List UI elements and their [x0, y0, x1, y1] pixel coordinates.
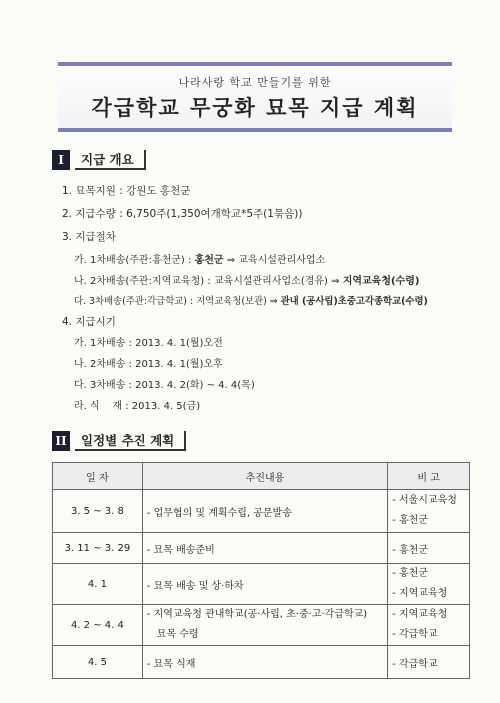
section-1-number: I — [52, 150, 70, 170]
row-content: - 업무협의 및 계획수립, 공문발송 — [142, 490, 387, 533]
timing-step-a: 가. 1차배송 : 2013. 4. 1(월)오전 — [74, 338, 223, 349]
timing-step-d: 라. 식 재 : 2013. 4. 5(금) — [74, 401, 201, 412]
section-1-title: 지급 개요 — [75, 150, 146, 170]
procedure-c-prefix: 다. 3차배송(주관:각급학교) : 지역교육청(보관) ⇒ — [74, 296, 278, 307]
procedure-a-bold: 홍천군 — [194, 255, 224, 266]
row-content: - 묘목 배송준비 — [142, 533, 387, 564]
note-line: - 서울시교육청 — [392, 495, 457, 506]
row-date: 4. 1 — [53, 564, 143, 605]
row-date: 3. 5 ~ 3. 8 — [53, 490, 143, 533]
column-header-notes: 비 고 — [388, 463, 470, 490]
table-row — [53, 605, 470, 646]
note-line: - 각급학교 — [392, 629, 438, 640]
procedure-step-b — [74, 272, 419, 287]
item-procedure: 3. 지급절차 — [62, 231, 116, 243]
row-date: 3. 11 ~ 3. 29 — [53, 533, 143, 564]
section-2-title: 일정별 추진 계획 — [75, 431, 186, 451]
row-date: 4. 2 ~ 4. 4 — [53, 605, 143, 646]
row-date: 4. 5 — [53, 646, 143, 679]
table-header-row — [53, 463, 470, 490]
note-line: - 지역교육청 — [392, 588, 448, 599]
timing-step-b: 나. 2차배송 : 2013. 4. 1(월)오후 — [74, 359, 223, 370]
row-content — [142, 605, 387, 646]
column-header-date: 일 자 — [53, 463, 143, 490]
support-value: 강원도 홍천군 — [126, 185, 191, 197]
support-label: 1. 묘목지원 : — [62, 185, 123, 197]
title-box — [58, 62, 452, 132]
schedule-table — [52, 462, 470, 679]
row-notes — [388, 490, 470, 533]
item-support — [62, 183, 190, 198]
procedure-b-bold: 지역교육청(수령) — [342, 276, 420, 287]
table-row — [53, 646, 470, 679]
procedure-c-bold: 관내 (공사립)초중고각종학교(수령) — [280, 296, 428, 307]
section-2-header — [52, 431, 186, 451]
note-line: - 홍천군 — [392, 515, 428, 526]
row-notes: - 홍천군 — [388, 533, 470, 564]
procedure-b-prefix: 나. 2차배송(주관:지역교육청) : 교육시설관리사업소(경유) ⇒ — [74, 276, 340, 287]
note-line: - 홍천군 — [392, 568, 428, 579]
section-2-number: II — [52, 431, 70, 451]
timing-step-c: 다. 3차배송 : 2013. 4. 2(화) ~ 4. 4(목) — [74, 380, 255, 391]
note-line: - 지역교육청 — [392, 609, 448, 620]
row-content: - 묘목 식재 — [142, 646, 387, 679]
quantity-value: 6,750주(1,350여개학교*5주(1묶음)) — [126, 208, 303, 220]
table-row — [53, 490, 470, 533]
table-row — [53, 533, 470, 564]
item-timing: 4. 지급시기 — [62, 316, 116, 328]
row-notes — [388, 605, 470, 646]
content-line: 묘목 수령 — [156, 629, 199, 640]
row-notes — [388, 564, 470, 605]
row-notes: - 각급학교 — [388, 646, 470, 679]
table-row — [53, 564, 470, 605]
quantity-label: 2. 지급수량 : — [62, 208, 123, 220]
item-quantity — [62, 206, 302, 221]
procedure-step-a — [74, 251, 325, 266]
document-subtitle: 나라사랑 학교 만들기를 위한 — [178, 76, 332, 89]
section-1-header — [52, 150, 146, 170]
column-header-content: 추진내용 — [142, 463, 387, 490]
procedure-step-c — [74, 293, 428, 307]
row-content: - 묘목 배송 및 상·하차 — [142, 564, 387, 605]
content-line: - 지역교육청 관내학교(공·사립, 초·중·고·각급학교) — [146, 609, 368, 620]
document-title: 각급학교 무궁화 묘목 지급 계획 — [91, 96, 419, 120]
procedure-a-prefix: 가. 1차배송(주관:홍천군) : — [74, 255, 192, 266]
procedure-a-rest: ⇒ 교육시설관리사업소 — [226, 255, 326, 266]
